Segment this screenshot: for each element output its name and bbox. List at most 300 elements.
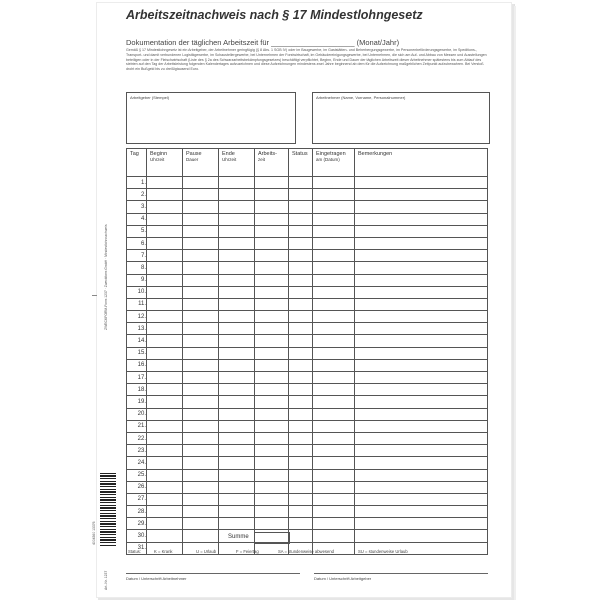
table-row	[127, 359, 488, 371]
entry-cell[interactable]	[219, 359, 255, 371]
day-number: 31.	[127, 542, 147, 554]
entry-cell[interactable]	[313, 445, 355, 457]
column-header-title: Arbeits-	[258, 151, 277, 157]
entry-cell[interactable]	[183, 506, 219, 518]
entry-cell[interactable]	[355, 225, 488, 237]
entry-cell[interactable]	[183, 274, 219, 286]
entry-cell[interactable]	[355, 359, 488, 371]
entry-cell[interactable]	[255, 286, 289, 298]
entry-cell[interactable]	[313, 506, 355, 518]
entry-cell[interactable]	[147, 420, 183, 432]
entry-cell[interactable]	[355, 298, 488, 310]
entry-cell[interactable]	[255, 225, 289, 237]
entry-cell[interactable]	[183, 177, 219, 189]
entry-cell[interactable]	[289, 408, 313, 420]
entry-cell[interactable]	[255, 396, 289, 408]
entry-cell[interactable]	[313, 177, 355, 189]
entry-cell[interactable]	[183, 493, 219, 505]
form-title: Arbeitszeitnachweis nach § 17 Mindestlohngesetz	[126, 8, 423, 22]
entry-cell[interactable]	[219, 420, 255, 432]
entry-cell[interactable]	[255, 250, 289, 262]
entry-cell[interactable]	[355, 445, 488, 457]
entry-cell[interactable]	[219, 493, 255, 505]
entry-cell[interactable]	[313, 518, 355, 530]
table-row	[127, 298, 488, 310]
day-number: 11.	[127, 298, 147, 310]
legend-u: U = Urlaub	[196, 549, 217, 554]
entry-cell[interactable]	[219, 445, 255, 457]
entry-cell[interactable]	[355, 189, 488, 201]
entry-cell[interactable]	[313, 298, 355, 310]
entry-cell[interactable]	[183, 201, 219, 213]
entry-cell[interactable]	[147, 506, 183, 518]
entry-cell[interactable]	[289, 506, 313, 518]
entry-cell[interactable]	[289, 493, 313, 505]
entry-cell[interactable]	[289, 250, 313, 262]
column-header-title: Bemerkungen	[358, 151, 393, 157]
entry-cell[interactable]	[219, 274, 255, 286]
entry-cell[interactable]	[183, 311, 219, 323]
entry-cell[interactable]	[289, 286, 313, 298]
entry-cell[interactable]	[289, 518, 313, 530]
entry-cell[interactable]	[313, 408, 355, 420]
day-number: 23.	[127, 445, 147, 457]
entry-cell[interactable]	[147, 250, 183, 262]
entry-cell[interactable]	[183, 372, 219, 384]
entry-cell[interactable]	[289, 311, 313, 323]
entry-cell[interactable]	[183, 518, 219, 530]
table-row	[127, 493, 488, 505]
entry-cell[interactable]	[147, 323, 183, 335]
entry-cell[interactable]	[313, 250, 355, 262]
table-row	[127, 262, 488, 274]
entry-cell[interactable]	[289, 432, 313, 444]
day-number: 19.	[127, 396, 147, 408]
entry-cell[interactable]	[219, 237, 255, 249]
entry-cell[interactable]	[255, 347, 289, 359]
table-row	[127, 506, 488, 518]
entry-cell[interactable]	[355, 177, 488, 189]
entry-cell[interactable]	[183, 225, 219, 237]
entry-cell[interactable]	[255, 457, 289, 469]
entry-cell[interactable]	[255, 445, 289, 457]
table-row	[127, 420, 488, 432]
day-number: 24.	[127, 457, 147, 469]
entry-cell[interactable]	[355, 201, 488, 213]
entry-cell[interactable]	[289, 457, 313, 469]
day-number: 17.	[127, 372, 147, 384]
entry-cell[interactable]	[219, 408, 255, 420]
entry-cell[interactable]	[255, 493, 289, 505]
entry-cell[interactable]	[313, 347, 355, 359]
entry-cell[interactable]	[255, 311, 289, 323]
day-number: 15.	[127, 347, 147, 359]
entry-cell[interactable]	[147, 481, 183, 493]
entry-cell[interactable]	[255, 213, 289, 225]
entry-cell[interactable]	[183, 481, 219, 493]
entry-cell[interactable]	[355, 432, 488, 444]
table-row	[127, 408, 488, 420]
entry-cell[interactable]	[313, 396, 355, 408]
legal-notice: Gemäß § 17 Mindestlohngesetz ist ein Arbeitgeber, der Arbeitnehmer geringfügig (§ 8 Abs. 1 SGB IV) oder im Baugewerbe, im Gaststätten- und Beherbergungsgewerbe, im Personenbeförderungsgewerbe, im Speditions-, Transport- und damit verbundenen Logistikgewerbe, im Schaustellergewerbe, bei Unternehmen der Forstwirtschaft, im Gebäudereinigungsgewerbe, bei Unternehmen, die sich am Auf- und Abbau von Messen und Ausstellungen beteiligen oder in der Fleischwirtschaft (Liste des § 2a des Schwarzarbeitsbekämpfungsgesetzes) beschäftigt verpflichtet, Beginn, Ende und Dauer der täglichen Arbeitszeit dieser Arbeitnehmer spätestens bis zum Ablauf des siebten auf den Tag der Arbeitsleistung folgenden Kalendertages aufzuzeichnen und diese Aufzeichnungen mindestens zwei Jahre beginnend ab dem für die Aufzeichnung maßgeblichen Zeitpunkt aufzubewahren. Bei Verstoß droht ein Bußgeld bis zu dreißigtausend Euro.	[126, 48, 487, 72]
entry-cell[interactable]	[219, 298, 255, 310]
entry-cell[interactable]	[147, 372, 183, 384]
table-row	[127, 432, 488, 444]
column-header-title: Status	[292, 151, 308, 157]
day-number: 29.	[127, 518, 147, 530]
entry-cell[interactable]	[147, 493, 183, 505]
entry-cell[interactable]	[289, 262, 313, 274]
entry-cell[interactable]	[355, 286, 488, 298]
month-year-line: Dokumentation der täglichen Arbeitszeit für ____________________ (Monat/Jahr)	[126, 38, 400, 47]
employee-signature-label: Datum / Unterschrift Arbeitnehmer	[126, 576, 187, 581]
entry-cell[interactable]	[313, 469, 355, 481]
entry-cell[interactable]	[183, 286, 219, 298]
table-row	[127, 225, 488, 237]
entry-cell[interactable]	[313, 335, 355, 347]
day-number: 4.	[127, 213, 147, 225]
column-header-sub: Uhrzeit	[222, 157, 237, 162]
entry-cell[interactable]	[289, 274, 313, 286]
entry-cell[interactable]	[313, 493, 355, 505]
entry-cell[interactable]	[147, 335, 183, 347]
column-header-sub: Uhrzeit	[150, 157, 165, 162]
entry-cell[interactable]	[219, 311, 255, 323]
entry-cell[interactable]	[147, 286, 183, 298]
entry-cell[interactable]	[355, 213, 488, 225]
employer-signature-line[interactable]	[314, 573, 488, 574]
table-row	[127, 384, 488, 396]
entry-cell[interactable]	[219, 189, 255, 201]
entry-cell[interactable]	[147, 274, 183, 286]
entry-cell[interactable]	[289, 213, 313, 225]
entry-cell[interactable]	[355, 250, 488, 262]
column-header-title: Eingetragen	[316, 151, 346, 157]
entry-cell[interactable]	[219, 335, 255, 347]
column-header-title: Tag	[130, 151, 139, 157]
day-number: 30.	[127, 530, 147, 542]
entry-cell[interactable]	[219, 432, 255, 444]
entry-cell[interactable]	[183, 457, 219, 469]
table-row	[127, 518, 488, 530]
table-row	[127, 323, 488, 335]
entry-cell[interactable]	[219, 213, 255, 225]
entry-cell[interactable]	[183, 347, 219, 359]
entry-cell[interactable]	[289, 396, 313, 408]
column-header	[355, 149, 488, 177]
employer-label: Arbeitgeber (Stempel)	[130, 95, 170, 100]
entry-cell[interactable]	[147, 359, 183, 371]
entry-cell[interactable]	[219, 372, 255, 384]
entry-cell[interactable]	[289, 335, 313, 347]
entry-cell[interactable]	[289, 420, 313, 432]
day-number: 16.	[127, 359, 147, 371]
day-number: 26.	[127, 481, 147, 493]
entry-cell[interactable]	[255, 481, 289, 493]
time-table	[126, 148, 488, 555]
day-number: 2.	[127, 189, 147, 201]
table-row	[127, 213, 488, 225]
employee-name-box	[312, 92, 490, 144]
day-number: 10.	[127, 286, 147, 298]
column-header-sub: zeit	[258, 157, 266, 162]
entry-cell[interactable]	[147, 189, 183, 201]
entry-cell[interactable]	[355, 420, 488, 432]
entry-cell[interactable]	[183, 384, 219, 396]
entry-cell[interactable]	[147, 518, 183, 530]
entry-cell[interactable]	[147, 225, 183, 237]
entry-cell[interactable]	[183, 213, 219, 225]
entry-cell[interactable]	[355, 262, 488, 274]
entry-cell[interactable]	[255, 506, 289, 518]
day-number: 1.	[127, 177, 147, 189]
day-number: 3.	[127, 201, 147, 213]
entry-cell[interactable]	[147, 177, 183, 189]
entry-cell[interactable]	[219, 396, 255, 408]
entry-cell[interactable]	[313, 213, 355, 225]
entry-cell[interactable]	[219, 518, 255, 530]
entry-cell[interactable]	[147, 457, 183, 469]
entry-cell[interactable]	[147, 201, 183, 213]
table-row	[127, 201, 488, 213]
entry-cell[interactable]	[289, 177, 313, 189]
barcode-number: 4004360 13376	[92, 521, 96, 545]
entry-cell[interactable]	[355, 274, 488, 286]
entry-cell[interactable]	[219, 469, 255, 481]
day-number: 25.	[127, 469, 147, 481]
entry-cell[interactable]	[355, 384, 488, 396]
barcode-icon	[100, 473, 116, 547]
entry-cell[interactable]	[313, 481, 355, 493]
column-header-title: Ende	[222, 151, 235, 157]
entry-cell[interactable]	[255, 372, 289, 384]
entry-cell[interactable]	[183, 359, 219, 371]
entry-cell[interactable]	[355, 481, 488, 493]
entry-cell[interactable]	[355, 506, 488, 518]
table-row	[127, 457, 488, 469]
entry-cell[interactable]	[255, 274, 289, 286]
day-number: 6.	[127, 237, 147, 249]
entry-cell[interactable]	[255, 420, 289, 432]
entry-cell[interactable]	[255, 408, 289, 420]
legend-su: SU = stundenweise Urlaub	[358, 549, 408, 554]
entry-cell[interactable]	[313, 384, 355, 396]
table-row	[127, 189, 488, 201]
column-header	[219, 149, 255, 177]
entry-cell[interactable]	[219, 481, 255, 493]
table-row	[127, 286, 488, 298]
entry-cell[interactable]	[183, 396, 219, 408]
entry-cell[interactable]	[355, 457, 488, 469]
table-row	[127, 335, 488, 347]
entry-cell[interactable]	[255, 237, 289, 249]
entry-cell[interactable]	[219, 286, 255, 298]
day-number: 27.	[127, 493, 147, 505]
entry-cell[interactable]	[313, 311, 355, 323]
entry-cell[interactable]	[147, 432, 183, 444]
entry-cell[interactable]	[183, 335, 219, 347]
entry-cell[interactable]	[289, 189, 313, 201]
entry-cell[interactable]	[219, 347, 255, 359]
column-header-title: Beginn	[150, 151, 168, 157]
entry-cell[interactable]	[183, 469, 219, 481]
employer-signature-label: Datum / Unterschrift Arbeitgeber	[314, 576, 372, 581]
legend-status: Status:	[128, 549, 142, 554]
entry-cell[interactable]	[255, 298, 289, 310]
entry-cell[interactable]	[289, 372, 313, 384]
entry-cell[interactable]	[147, 396, 183, 408]
table-row	[127, 445, 488, 457]
entry-cell[interactable]	[313, 274, 355, 286]
entry-cell[interactable]	[147, 237, 183, 249]
entry-cell[interactable]	[147, 262, 183, 274]
entry-cell[interactable]	[313, 457, 355, 469]
entry-cell[interactable]	[255, 323, 289, 335]
day-number: 12.	[127, 311, 147, 323]
entry-cell[interactable]	[255, 518, 289, 530]
day-number: 20.	[127, 408, 147, 420]
entry-cell[interactable]	[313, 420, 355, 432]
column-header	[313, 149, 355, 177]
entry-cell[interactable]	[147, 445, 183, 457]
legend-f: F = Feiertag	[236, 549, 259, 554]
entry-cell[interactable]	[313, 237, 355, 249]
entry-cell[interactable]	[313, 432, 355, 444]
entry-cell[interactable]	[313, 189, 355, 201]
entry-cell[interactable]	[255, 189, 289, 201]
table-row	[127, 481, 488, 493]
day-number: 13.	[127, 323, 147, 335]
entry-cell[interactable]	[255, 469, 289, 481]
entry-cell[interactable]	[255, 359, 289, 371]
entry-cell[interactable]	[219, 201, 255, 213]
entry-cell[interactable]	[219, 250, 255, 262]
entry-cell[interactable]	[183, 237, 219, 249]
column-header	[127, 149, 147, 177]
entry-cell[interactable]	[219, 457, 255, 469]
entry-cell[interactable]	[183, 408, 219, 420]
entry-cell[interactable]	[289, 384, 313, 396]
entry-cell[interactable]	[313, 225, 355, 237]
day-number: 22.	[127, 432, 147, 444]
entry-cell[interactable]	[355, 372, 488, 384]
entry-cell[interactable]	[289, 201, 313, 213]
column-header-sub: Dauer	[186, 157, 199, 162]
table-row	[127, 372, 488, 384]
table-row	[127, 347, 488, 359]
entry-cell[interactable]	[255, 335, 289, 347]
entry-cell[interactable]	[147, 469, 183, 481]
table-row	[127, 237, 488, 249]
entry-cell[interactable]	[219, 225, 255, 237]
entry-cell[interactable]	[219, 177, 255, 189]
entry-cell[interactable]	[289, 469, 313, 481]
side-article-number: Art.-Nr. 1237	[104, 570, 108, 590]
entry-cell[interactable]	[219, 262, 255, 274]
column-header	[183, 149, 219, 177]
day-number: 14.	[127, 335, 147, 347]
entry-cell[interactable]	[255, 201, 289, 213]
entry-cell[interactable]	[289, 298, 313, 310]
entry-cell[interactable]	[289, 237, 313, 249]
entry-cell[interactable]	[289, 347, 313, 359]
entry-cell[interactable]	[313, 286, 355, 298]
employer-stamp-box	[126, 92, 296, 144]
entry-cell[interactable]	[313, 323, 355, 335]
entry-cell[interactable]	[289, 445, 313, 457]
entry-cell[interactable]	[183, 445, 219, 457]
table-row	[127, 250, 488, 262]
entry-cell[interactable]	[255, 384, 289, 396]
day-number: 18.	[127, 384, 147, 396]
entry-cell[interactable]	[355, 493, 488, 505]
entry-cell[interactable]	[355, 347, 488, 359]
entry-cell[interactable]	[355, 335, 488, 347]
column-header	[255, 149, 289, 177]
entry-cell[interactable]	[355, 469, 488, 481]
day-number: 9.	[127, 274, 147, 286]
entry-cell[interactable]	[183, 420, 219, 432]
entry-cell[interactable]	[255, 262, 289, 274]
entry-cell[interactable]	[183, 298, 219, 310]
entry-cell[interactable]	[355, 311, 488, 323]
sum-field[interactable]	[254, 532, 290, 544]
entry-cell[interactable]	[147, 311, 183, 323]
entry-cell[interactable]	[355, 237, 488, 249]
entry-cell[interactable]	[255, 177, 289, 189]
entry-cell[interactable]	[355, 408, 488, 420]
entry-cell[interactable]	[183, 432, 219, 444]
entry-cell[interactable]	[147, 213, 183, 225]
entry-cell[interactable]	[313, 201, 355, 213]
entry-cell[interactable]	[255, 432, 289, 444]
day-number: 28.	[127, 506, 147, 518]
entry-cell[interactable]	[147, 384, 183, 396]
employee-signature-line[interactable]	[126, 573, 300, 574]
entry-cell[interactable]	[313, 359, 355, 371]
entry-cell[interactable]	[289, 323, 313, 335]
entry-cell[interactable]	[219, 506, 255, 518]
entry-cell[interactable]	[183, 323, 219, 335]
side-print-text: ZWECKFORM-Form 1237 · Zweckform GmbH · Mindestlohnnachweis	[104, 224, 108, 330]
entry-cell[interactable]	[183, 262, 219, 274]
entry-cell[interactable]	[147, 347, 183, 359]
legend-k: K = Krank	[154, 549, 173, 554]
legend-sa: SA = stundenweise abwesend	[278, 549, 334, 554]
entry-cell[interactable]	[355, 323, 488, 335]
entry-cell[interactable]	[219, 323, 255, 335]
entry-cell[interactable]	[183, 250, 219, 262]
table-row	[127, 396, 488, 408]
entry-cell[interactable]	[183, 189, 219, 201]
entry-cell[interactable]	[147, 408, 183, 420]
entry-cell[interactable]	[147, 298, 183, 310]
day-number: 21.	[127, 420, 147, 432]
entry-cell[interactable]	[289, 481, 313, 493]
entry-cell[interactable]	[289, 225, 313, 237]
entry-cell[interactable]	[355, 396, 488, 408]
status-legend	[126, 549, 488, 557]
day-number: 7.	[127, 250, 147, 262]
entry-cell[interactable]	[289, 359, 313, 371]
entry-cell[interactable]	[355, 518, 488, 530]
employee-label: Arbeitnehmer (Name, Vorname, Personalnummer)	[316, 95, 406, 100]
entry-cell[interactable]	[313, 372, 355, 384]
entry-cell[interactable]	[313, 262, 355, 274]
table-row	[127, 274, 488, 286]
day-number: 8.	[127, 262, 147, 274]
entry-cell[interactable]	[219, 384, 255, 396]
